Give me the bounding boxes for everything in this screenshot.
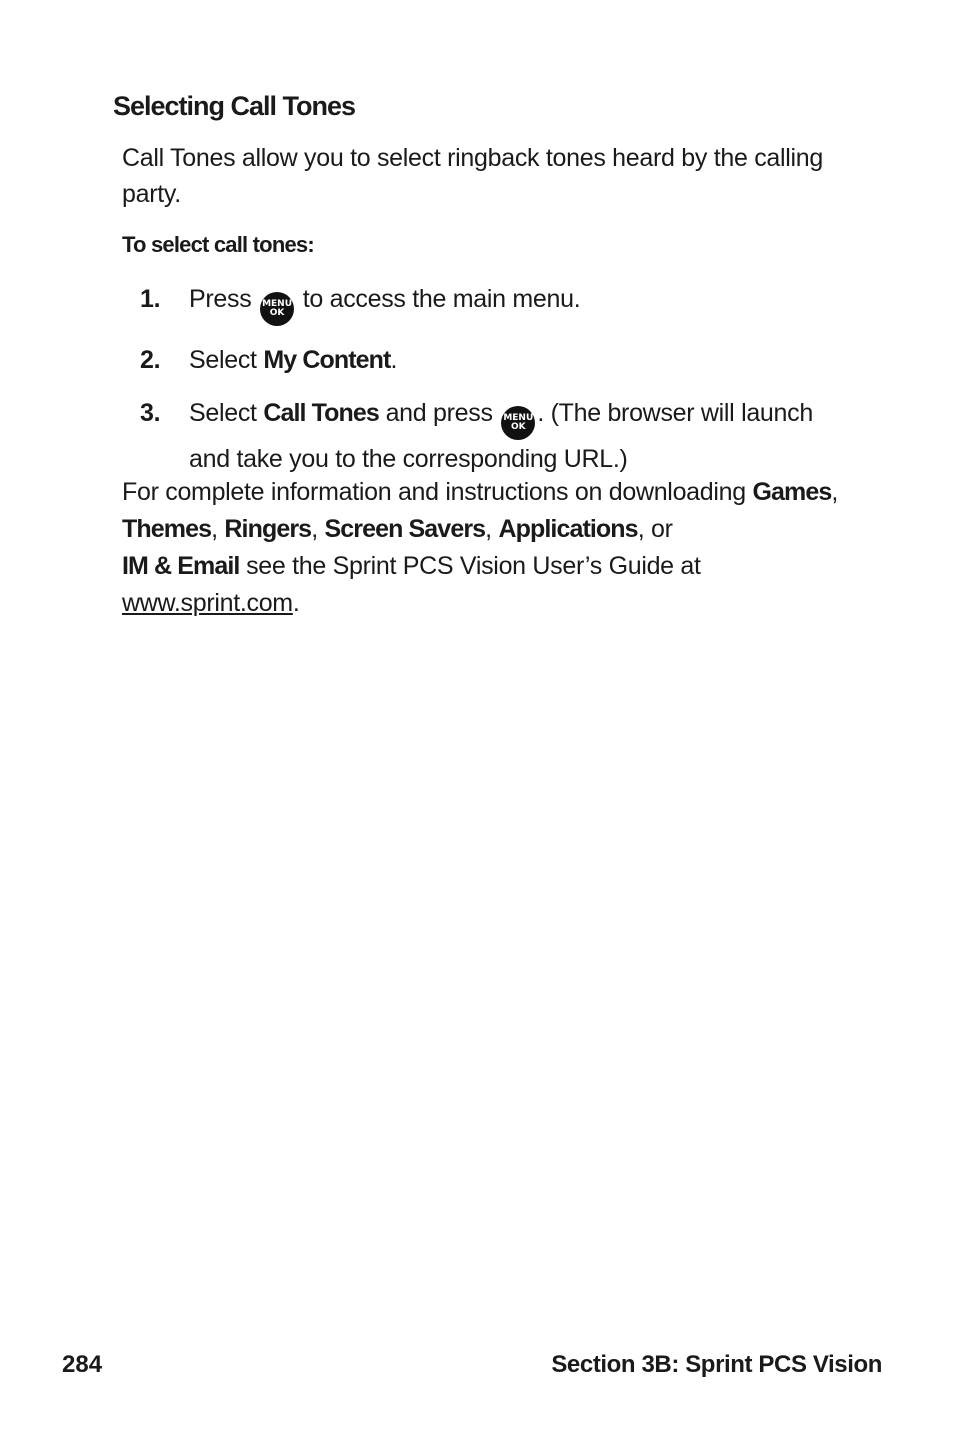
item-ringers: Ringers <box>224 515 312 543</box>
menu-ok-key-icon: MENU OK <box>260 292 294 326</box>
step-3 <box>140 394 860 478</box>
procedure-label: To select call tones: <box>122 232 314 257</box>
step-text: Select <box>189 346 257 374</box>
step-number: 2. <box>140 346 161 374</box>
step-text: Select <box>189 399 257 427</box>
item-im-email: IM & Email <box>122 552 240 580</box>
step-text: and press <box>385 399 493 427</box>
item-games: Games <box>752 478 832 506</box>
step-number: 3. <box>140 399 161 427</box>
more-info-paragraph: For complete information and instructions on downloading Games, Themes, Ringers, Screen Savers, Applications, or IM & Email see the Sprint PCS Vision User’s Guide at www.sprint.com. <box>122 478 839 617</box>
step-text: to access the main menu. <box>302 285 581 313</box>
step-2 <box>140 341 860 379</box>
page-number: 284 <box>62 1351 103 1378</box>
item-screen-savers: Screen Savers <box>324 515 486 543</box>
item-applications: Applications <box>498 515 638 543</box>
section-title: Section 3B: Sprint PCS Vision <box>551 1351 882 1378</box>
step-text: Press <box>189 285 252 313</box>
step-text: . (The browser will launch and take you to the corresponding URL.) <box>189 399 813 473</box>
item-themes: Themes <box>122 515 212 543</box>
menu-option-my-content: My Content <box>263 346 391 374</box>
step-1 <box>140 280 860 326</box>
steps-list <box>140 280 860 493</box>
step-number: 1. <box>140 285 161 313</box>
page-heading: Selecting Call Tones <box>113 91 356 121</box>
step-text: . <box>390 346 398 374</box>
menu-ok-key-icon: MENU OK <box>501 406 535 440</box>
sprint-website-link[interactable]: www.sprint.com <box>122 589 293 617</box>
menu-option-call-tones: Call Tones <box>263 399 379 427</box>
intro-paragraph: Call Tones allow you to select ringback tones heard by the calling party. <box>122 144 823 208</box>
